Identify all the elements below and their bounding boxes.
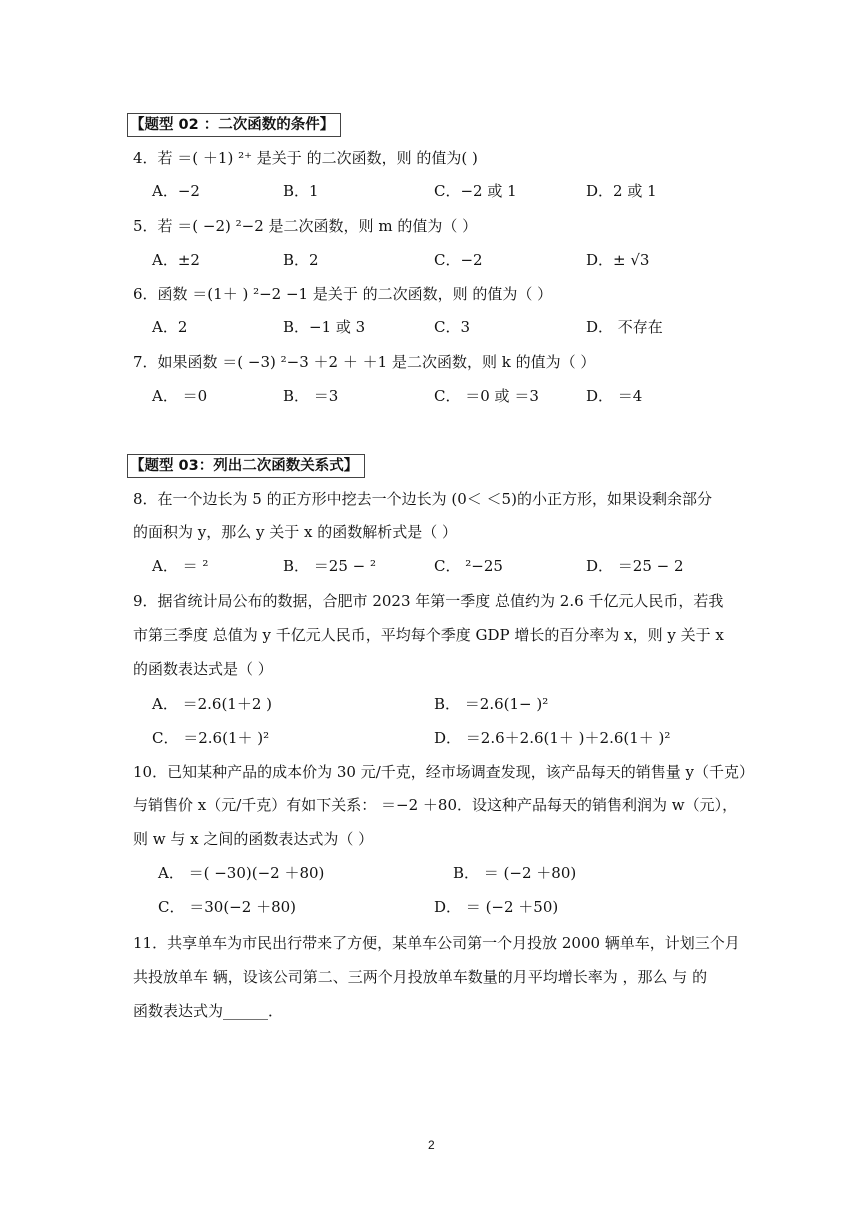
q10-option-b: B． ＝ (−2 ＋80)	[453, 864, 577, 882]
question-9-line-2: 市第三季度 总值为 y 千亿元人民币，平均每个季度 GDP 增长的百分率为 x，则 y 关于 x	[133, 626, 724, 644]
question-8-line-2: 的面积为 y，那么 y 关于 x 的函数解析式是（ ）	[133, 523, 458, 541]
q6-option-d: D． 不存在	[586, 318, 663, 336]
page-number: 2	[428, 1138, 435, 1152]
question-10-line-2: 与销售价 x（元/千克）有如下关系： ＝−2 ＋80．设这种产品每天的销售利润为 w（元），	[133, 796, 738, 814]
q8-option-a: A． ＝ ²	[152, 557, 209, 575]
q7-option-b: B． ＝3	[283, 387, 339, 405]
question-10-line-1: 10．已知某种产品的成本价为 30 元/千克，经市场调查发现，该产品每天的销售量 y（千克）	[133, 763, 755, 781]
q9-option-c: C． ＝2.6(1＋ )²	[152, 729, 270, 747]
question-8-line-1: 8．在一个边长为 5 的正方形中挖去一个边长为 (0＜ ＜5)的小正方形，如果设剩余部分	[133, 490, 712, 508]
q7-option-a: A． ＝0	[152, 387, 208, 405]
section-heading-type-03: 【题型 03：列出二次函数关系式】	[127, 454, 365, 478]
question-5-stem: 5．若 ＝( −2) ²−2 是二次函数，则 m 的值为（ ）	[133, 217, 478, 235]
q4-option-c: C．−2 或 1	[434, 182, 517, 200]
question-6-stem: 6．函数 ＝(1＋ ) ²−2 −1 是关于 的二次函数，则 的值为（ ）	[133, 285, 553, 303]
q6-option-c: C．3	[434, 318, 471, 336]
question-11-line-3: 函数表达式为______．	[133, 1002, 284, 1020]
question-9-line-3: 的函数表达式是（ ）	[133, 660, 273, 678]
q10-option-a: A． ＝( −30)(−2 ＋80)	[158, 864, 325, 882]
q7-option-c: C． ＝0 或 ＝3	[434, 387, 539, 405]
q5-option-d: D．± √3	[586, 251, 650, 269]
q4-option-a: A．−2	[152, 182, 200, 200]
q7-option-d: D． ＝4	[586, 387, 643, 405]
q8-option-c: C． ²−25	[434, 557, 503, 575]
q6-option-b: B．−1 或 3	[283, 318, 366, 336]
question-4-stem: 4．若 ＝( ＋1) ²⁺ 是关于 的二次函数，则 的值为( )	[133, 149, 478, 167]
question-11-line-1: 11．共享单车为市民出行带来了方便，某单车公司第一个月投放 2000 辆单车，计划三个月	[133, 934, 740, 952]
q8-option-d: D． ＝25 − 2	[586, 557, 684, 575]
question-9-line-1: 9．据省统计局公布的数据，合肥市 2023 年第一季度 总值约为 2.6 千亿元人民币，若我	[133, 592, 724, 610]
q4-option-d: D．2 或 1	[586, 182, 657, 200]
q4-option-b: B．1	[283, 182, 319, 200]
q5-option-b: B．2	[283, 251, 319, 269]
q8-option-b: B． ＝25 − ²	[283, 557, 376, 575]
q5-option-a: A．±2	[152, 251, 200, 269]
q6-option-a: A．2	[152, 318, 188, 336]
q9-option-d: D． ＝2.6＋2.6(1＋ )＋2.6(1＋ )²	[434, 729, 671, 747]
question-11-line-2: 共投放单车 辆，设该公司第二、三两个月投放单车数量的月平均增长率为 ，那么 与 的	[133, 968, 708, 986]
question-10-line-3: 则 w 与 x 之间的函数表达式为（ ）	[133, 830, 374, 848]
q9-option-b: B． ＝2.6(1− )²	[434, 695, 549, 713]
question-7-stem: 7．如果函数 ＝( −3) ²−3 ＋2 ＋ ＋1 是二次函数，则 k 的值为（ ）	[133, 353, 596, 371]
q10-option-d: D． ＝ (−2 ＋50)	[434, 898, 559, 916]
q10-option-c: C． ＝30(−2 ＋80)	[158, 898, 297, 916]
q5-option-c: C．−2	[434, 251, 483, 269]
q9-option-a: A． ＝2.6(1＋2 )	[152, 695, 273, 713]
section-heading-type-02: 【题型 02 ：二次函数的条件】	[127, 113, 341, 137]
